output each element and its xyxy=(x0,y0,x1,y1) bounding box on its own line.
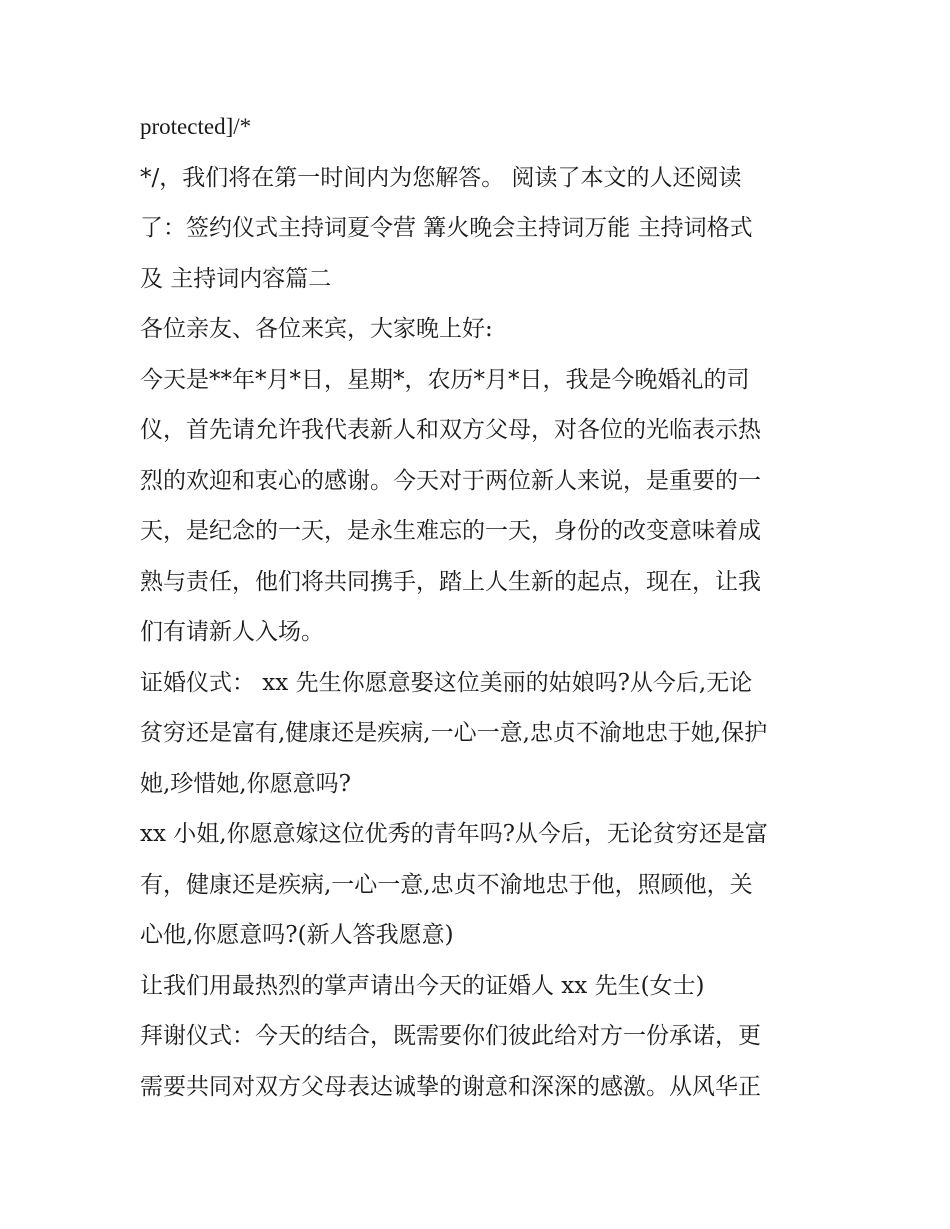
text-line: 她,珍惜她,你愿意吗? xyxy=(140,770,351,797)
document-body xyxy=(140,102,815,1112)
text-line: 有，健康还是疾病,一心一意,忠贞不渝地忠于他，照顾他，关 xyxy=(140,871,753,898)
text-line: 烈的欢迎和衷心的感谢。今天对于两位新人来说，是重要的一 xyxy=(140,467,761,494)
text-line: 需要共同对双方父母表达诚挚的谢意和深深的感激。从风华正 xyxy=(140,1073,761,1100)
text-line: 及 主持词内容篇二 xyxy=(140,265,332,292)
text-line: 拜谢仪式：今天的结合，既需要你们彼此给对方一份承诺，更 xyxy=(140,1023,761,1049)
text-line: 贫穷还是富有,健康还是疾病,一心一意,忠贞不渝地忠于她,保护 xyxy=(140,720,768,746)
text-line: 各位亲友、各位来宾，大家晚上好: xyxy=(140,316,493,342)
text-line: protected]/* xyxy=(140,114,252,139)
text-line: 熟与责任，他们将共同携手，踏上人生新的起点，现在，让我 xyxy=(140,568,761,595)
text-line: 让我们用最热烈的掌声请出今天的证婚人 xx 先生(女士) xyxy=(140,972,705,999)
text-line: 天，是纪念的一天，是永生难忘的一天，身份的改变意味着成 xyxy=(140,518,761,544)
text-line: 仪，首先请允许我代表新人和双方父母，对各位的光临表示热 xyxy=(140,417,761,443)
text-line: 证婚仪式： xx 先生你愿意娶这位美丽的姑娘吗?从今后,无论 xyxy=(140,669,753,696)
text-line: 今天是**年*月*日，星期*，农历*月*日，我是今晚婚礼的司 xyxy=(140,366,750,393)
text-line: 了：签约仪式主持词夏令营 篝火晚会主持词万能 主持词格式 xyxy=(140,215,753,241)
text-line: 心他,你愿意吗?(新人答我愿意) xyxy=(140,922,454,948)
text-line: */，我们将在第一时间内为您解答。 阅读了本文的人还阅读 xyxy=(140,164,742,191)
text-line: 们有请新人入场。 xyxy=(140,619,324,645)
text-line: xx 小姐,你愿意嫁这位优秀的青年吗?从今后，无论贫穷还是富 xyxy=(140,821,768,847)
